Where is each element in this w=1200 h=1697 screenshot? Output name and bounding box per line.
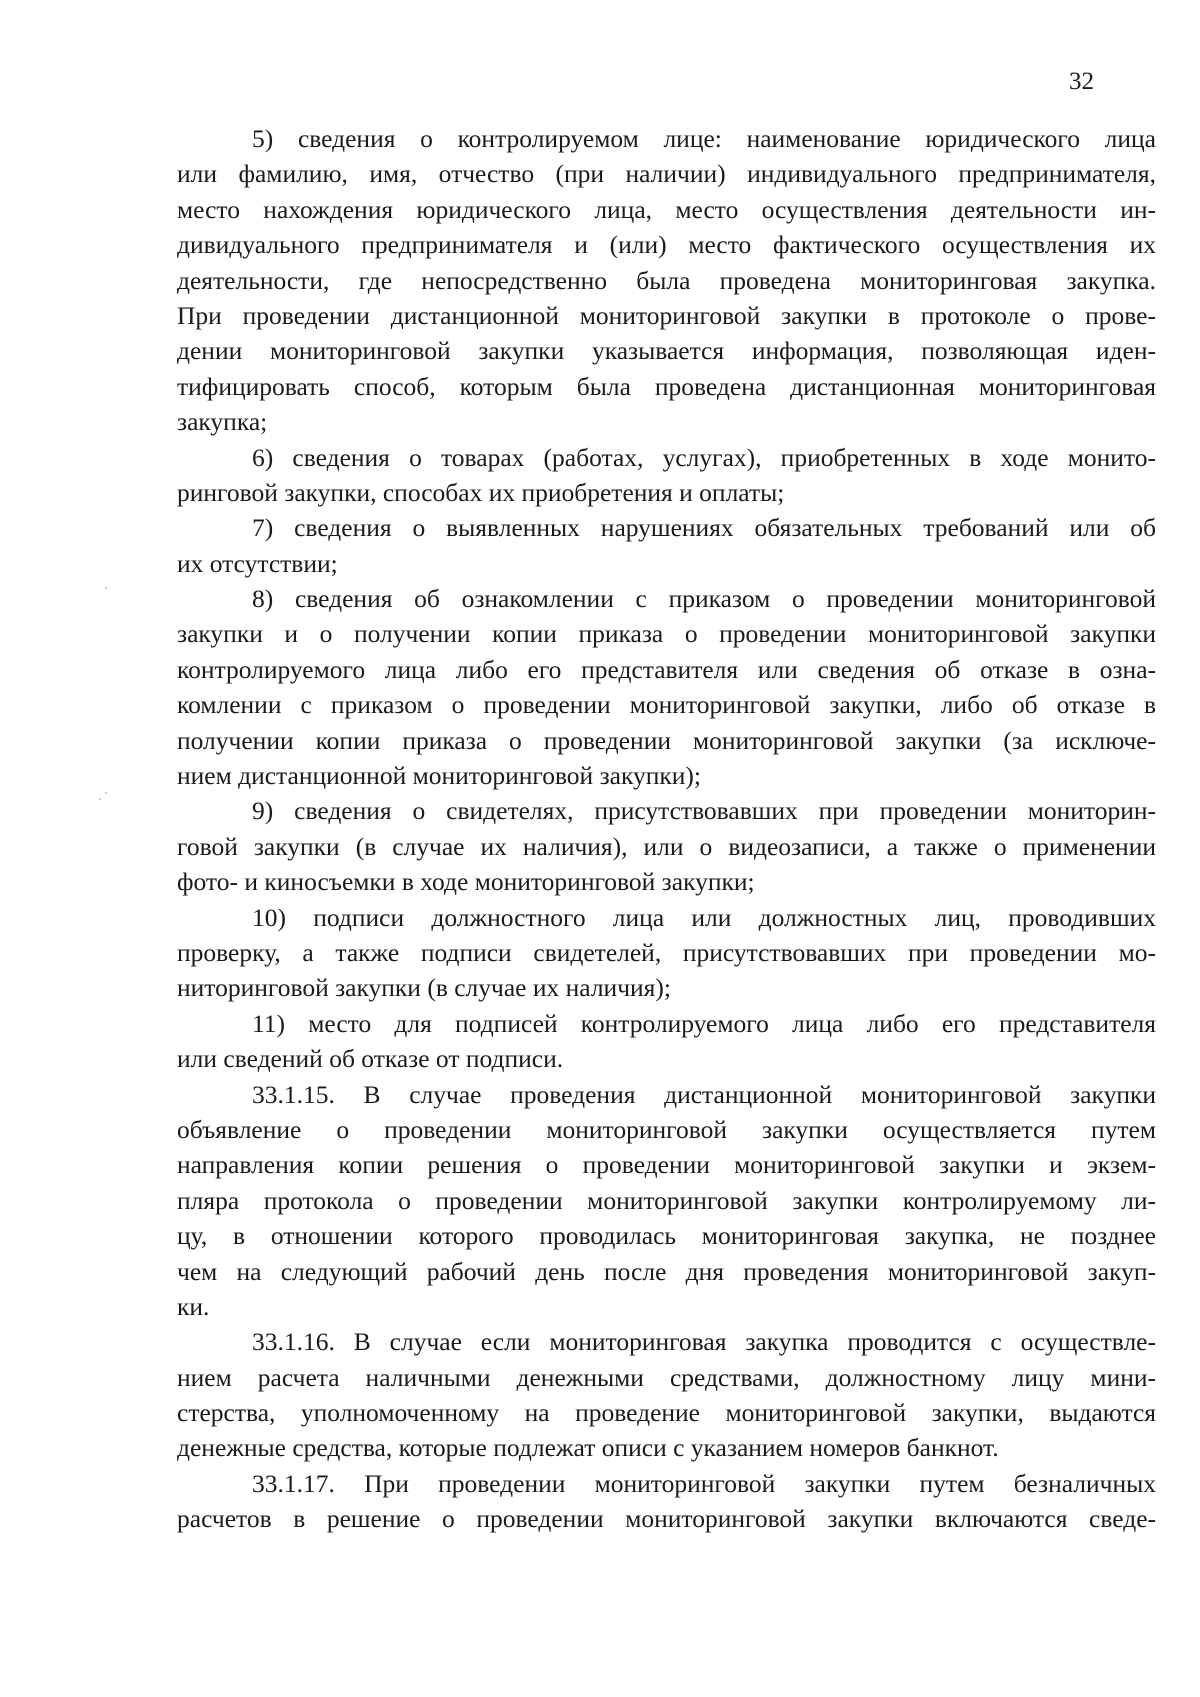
text-line: стерства, уполномоченному на проведение мониторинговой закупки, выдаются — [177, 1398, 1156, 1428]
paragraph — [177, 510, 1156, 581]
text-line: 9) сведения о свидетелях, присутствовавших при проведении мониторин- — [252, 796, 1156, 826]
paragraph — [177, 121, 1156, 440]
text-line: 33.1.15. В случае проведения дистанционной мониторинговой закупки — [252, 1079, 1156, 1109]
paragraph — [177, 581, 1156, 793]
text-line: ки. — [177, 1291, 210, 1321]
text-line: тифицировать способ, которым была проведена дистанционная мониторинговая — [177, 371, 1156, 401]
text-line: 10) подписи должностного лица или должностных лиц, проводивших — [252, 902, 1156, 932]
text-line: комлении с приказом о проведении мониторинговой закупки, либо об отказе в — [177, 690, 1156, 720]
paragraph — [177, 1466, 1156, 1537]
text-line: пляра протокола о проведении мониторинговой закупки контролируемому ли- — [177, 1185, 1156, 1215]
scan-speck — [105, 587, 107, 589]
text-line: место нахождения юридического лица, место осуществления деятельности ин- — [177, 194, 1156, 224]
text-line: ниторинговой закупки (в случае их наличия); — [177, 973, 671, 1003]
text-line: или фамилию, имя, отчество (при наличии) индивидуального предпринимателя, — [177, 159, 1156, 189]
text-line: контролируемого лица либо его представителя или сведения об отказе в озна- — [177, 654, 1156, 684]
text-line: расчетов в решение о проведении мониторинговой закупки включаются сведе- — [177, 1504, 1156, 1534]
text-line: 5) сведения о контролируемом лице: наименование юридического лица — [252, 124, 1156, 153]
text-line: 8) сведения об ознакомлении с приказом о проведении мониторинговой — [252, 584, 1156, 614]
text-line: объявление о проведении мониторинговой закупки осуществляется путем — [177, 1114, 1156, 1144]
text-line: 11) место для подписей контролируемого лица либо его представителя — [252, 1008, 1156, 1038]
text-line: их отсутствии; — [177, 548, 338, 578]
text-line: При проведении дистанционной мониторинговой закупки в протоколе о прове- — [177, 300, 1156, 330]
paragraph — [177, 793, 1156, 899]
text-line: чем на следующий рабочий день после дня проведения мониторинговой закуп- — [177, 1256, 1156, 1286]
text-line: 6) сведения о товарах (работах, услугах), приобретенных в ходе монито- — [252, 442, 1156, 472]
text-line: 33.1.16. В случае если мониторинговая закупка проводится с осуществле- — [252, 1327, 1156, 1357]
document-body — [177, 121, 1156, 1537]
scan-speck — [105, 792, 107, 794]
text-line: ринговой закупки, способах их приобретения и оплаты; — [177, 477, 785, 507]
text-line: 33.1.17. При проведении мониторинговой закупки путем безналичных — [252, 1468, 1156, 1498]
page-number: 32 — [1069, 68, 1094, 95]
text-line: или сведений об отказе от подписи. — [177, 1044, 564, 1074]
text-line: денежные средства, которые подлежат описи с указанием номеров банкнот. — [177, 1433, 999, 1463]
text-line: нием расчета наличными денежными средствами, должностному лицу мини- — [177, 1362, 1156, 1392]
paragraph — [177, 1077, 1156, 1325]
text-line: дении мониторинговой закупки указывается информация, позволяющая иден- — [177, 336, 1156, 366]
paragraph — [177, 440, 1156, 511]
text-line: закупка; — [177, 407, 268, 437]
paragraph — [177, 1324, 1156, 1466]
text-line: проверку, а также подписи свидетелей, присутствовавших при проведении мо- — [177, 937, 1156, 967]
text-line: направления копии решения о проведении мониторинговой закупки и экзем- — [177, 1150, 1156, 1180]
text-line: цу, в отношении которого проводилась мониторинговая закупка, не позднее — [177, 1221, 1156, 1251]
text-line: дивидуального предпринимателя и (или) место фактического осуществления их — [177, 230, 1156, 260]
scan-speck — [99, 798, 101, 800]
text-line: деятельности, где непосредственно была проведена мониторинговая закупка. — [177, 265, 1156, 295]
text-line: 7) сведения о выявленных нарушениях обязательных требований или об — [252, 513, 1156, 543]
paragraph — [177, 1006, 1156, 1077]
text-line: фото- и киносъемки в ходе мониторинговой закупки; — [177, 867, 755, 897]
paragraph — [177, 900, 1156, 1006]
text-line: закупки и о получении копии приказа о проведении мониторинговой закупки — [177, 619, 1156, 649]
text-line: говой закупки (в случае их наличия), или о видеозаписи, а также о применении — [177, 831, 1156, 861]
text-line: получении копии приказа о проведении мониторинговой закупки (за исключе- — [177, 725, 1156, 755]
text-line: нием дистанционной мониторинговой закупки); — [177, 761, 702, 791]
